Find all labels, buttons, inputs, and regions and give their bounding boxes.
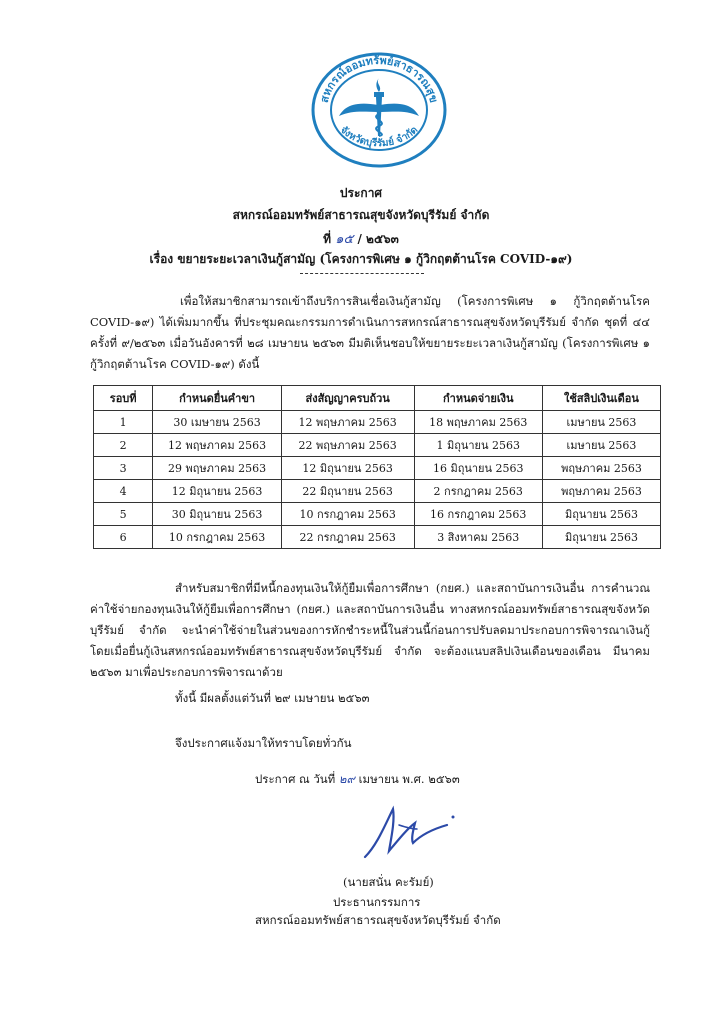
handwritten-signature-icon	[355, 795, 475, 865]
organization-name: สหกรณ์ออมทรัพย์สาธารณสุขจังหวัดบุรีรัมย์ จำกัด	[232, 208, 490, 222]
cell-contract-complete: 10 กรกฎาคม 2563	[281, 503, 414, 526]
signature-mark	[355, 795, 475, 865]
cell-salary-slip: เมษายน 2563	[542, 411, 660, 434]
document-title: ประกาศ	[339, 186, 383, 200]
number-suffix: / ๒๕๖๓	[357, 232, 399, 246]
svg-text:สหกรณ์ออมทรัพย์สาธารณสุข: สหกรณ์ออมทรัพย์สาธารณสุข	[317, 53, 441, 105]
header-divider	[300, 273, 424, 274]
cell-round: 6	[94, 526, 153, 549]
table-row	[94, 434, 661, 457]
col-header-round: รอบที่	[94, 386, 153, 411]
date-prefix: ประกาศ ณ วันที่	[255, 772, 336, 786]
student-loan-paragraph: สำหรับสมาชิกที่มีหนี้กองทุนเงินให้กู้ยืมเพื่อการศึกษา (กยศ.) และสถาบันการเงินอื่น การคำนวณค่าใช้จ่ายกองทุนเงินให้กู้ยืมเพื่อการศึกษา (กยศ.) และสถาบันการเงินอื่น ทางสหกรณ์ออมทรัพย์สาธารณสุขจังหวัดบุรีรัมย์ จำกัด จะนำค่าใช้จ่ายในส่วนของการหักชำระหนี้ในส่วนนี้ก่อนการปรับลดมาประกอบการพิจารณาเงินกู้ โดยเมื่อยื่นกู้เงินสหกรณ์ออมทรัพย์สาธารณสุขจังหวัดบุรีรัมย์ จำกัด จะต้องแนบสลิปเงินเดือนของเดือน มีนาคม ๒๕๖๓ มาเพื่อประกอบการพิจารณาด้วย	[90, 581, 650, 679]
col-header-submit-deadline: กำหนดยื่นคำขา	[153, 386, 281, 411]
loan-schedule-table	[93, 385, 661, 549]
cell-submit-deadline: 30 เมษายน 2563	[153, 411, 281, 434]
cell-salary-slip: มิถุนายน 2563	[542, 526, 660, 549]
signer-name: (นายสนั่น คะรัมย์)	[343, 875, 434, 889]
cell-salary-slip: เมษายน 2563	[542, 434, 660, 457]
table-row	[94, 503, 661, 526]
effective-date-line: ทั้งนี้ มีผลตั้งแต่วันที่ ๒๙ เมษายน ๒๕๖๓	[175, 691, 370, 705]
cell-salary-slip: พฤษภาคม 2563	[542, 480, 660, 503]
cell-payment-date: 16 กรกฎาคม 2563	[414, 503, 542, 526]
col-header-salary-slip: ใช้สลิปเงินเดือน	[542, 386, 660, 411]
cell-submit-deadline: 30 มิถุนายน 2563	[153, 503, 281, 526]
table-row	[94, 457, 661, 480]
cell-submit-deadline: 12 มิถุนายน 2563	[153, 480, 281, 503]
cell-contract-complete: 22 กรกฎาคม 2563	[281, 526, 414, 549]
svg-text:จังหวัดบุรีรัมย์ จำกัด: จังหวัดบุรีรัมย์ จำกัด	[337, 124, 421, 150]
signer-position: ประธานกรรมการ	[333, 895, 421, 909]
cell-contract-complete: 22 พฤษภาคม 2563	[281, 434, 414, 457]
table-row	[94, 526, 661, 549]
col-header-payment-date: กำหนดจ่ายเงิน	[414, 386, 542, 411]
cell-round: 2	[94, 434, 153, 457]
cell-payment-date: 16 มิถุนายน 2563	[414, 457, 542, 480]
cell-payment-date: 2 กรกฎาคม 2563	[414, 480, 542, 503]
cell-payment-date: 1 มิถุนายน 2563	[414, 434, 542, 457]
table-header-row	[94, 386, 661, 411]
cell-submit-deadline: 10 กรกฎาคม 2563	[153, 526, 281, 549]
date-day-handwritten: ๒๙	[338, 772, 355, 786]
cell-salary-slip: พฤษภาคม 2563	[542, 457, 660, 480]
date-suffix: เมษายน พ.ศ. ๒๕๖๓	[358, 772, 460, 786]
cell-round: 4	[94, 480, 153, 503]
notice-line: จึงประกาศแจ้งมาให้ทราบโดยทั่วกัน	[175, 736, 352, 750]
cell-contract-complete: 12 พฤษภาคม 2563	[281, 411, 414, 434]
seal-emblem-icon	[309, 50, 449, 170]
cell-round: 3	[94, 457, 153, 480]
cell-contract-complete: 22 มิถุนายน 2563	[281, 480, 414, 503]
number-handwritten: ๑๕	[335, 232, 354, 247]
cell-payment-date: 3 สิงหาคม 2563	[414, 526, 542, 549]
table-row	[94, 480, 661, 503]
cell-salary-slip: มิถุนายน 2563	[542, 503, 660, 526]
table-row	[94, 411, 661, 434]
cell-payment-date: 18 พฤษภาคม 2563	[414, 411, 542, 434]
announcement-number	[0, 228, 722, 249]
cooperative-seal	[309, 50, 449, 170]
cell-round: 1	[94, 411, 153, 434]
col-header-contract-complete: ส่งสัญญาครบถ้วน	[281, 386, 414, 411]
cell-round: 5	[94, 503, 153, 526]
cell-submit-deadline: 29 พฤษภาคม 2563	[153, 457, 281, 480]
cell-submit-deadline: 12 พฤษภาคม 2563	[153, 434, 281, 457]
announcement-subject: เรื่อง ขยายระยะเวลาเงินกู้สามัญ (โครงการพิเศษ ๑ กู้วิกฤตต้านโรค COVID-๑๙)	[149, 252, 573, 266]
signer-organization: สหกรณ์ออมทรัพย์สาธารณสุขจังหวัดบุรีรัมย์ จำกัด	[255, 913, 501, 927]
announcement-date-line	[255, 771, 460, 789]
number-prefix: ที่	[323, 232, 332, 246]
cell-contract-complete: 12 มิถุนายน 2563	[281, 457, 414, 480]
intro-paragraph: เพื่อให้สมาชิกสามารถเข้าถึงบริการสินเชื่อเงินกู้สามัญ (โครงการพิเศษ ๑ กู้วิกฤตต้านโรค COVID-๑๙) ได้เพิ่มมากขึ้น ที่ประชุมคณะกรรมการดำเนินการสหกรณ์สาธารณสุขจังหวัดบุรีรัมย์ จำกัด ชุดที่ ๔๔ ครั้งที่ ๙/๒๕๖๓ เมื่อวันอังคารที่ ๒๘ เมษายน ๒๕๖๓ มีมติเห็นชอบให้ขยายระยะเวลาเงินกู้สามัญ (โครงการพิเศษ ๑ กู้วิกฤตต้านโรค COVID-๑๙) ดังนี้	[90, 294, 650, 371]
